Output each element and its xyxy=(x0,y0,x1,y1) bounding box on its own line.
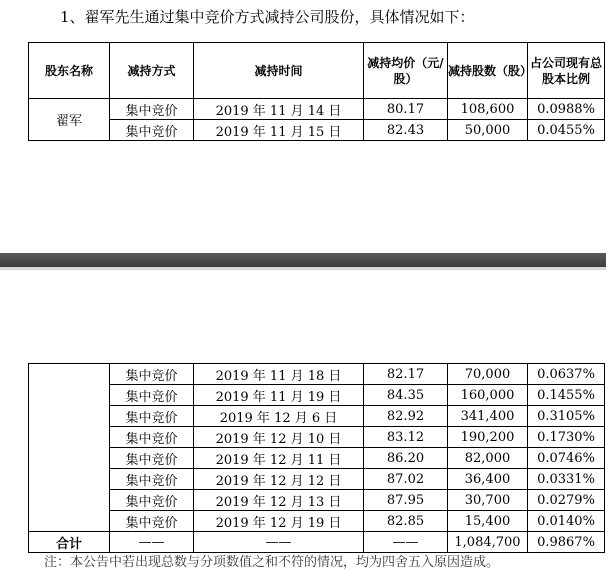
table-row xyxy=(29,448,605,469)
col-header-price: 减持均价（元/股） xyxy=(364,43,448,99)
shareholder-cell-continued xyxy=(29,364,110,532)
table-header-row xyxy=(29,43,605,99)
cell-shares: 190,200 xyxy=(448,427,528,448)
cell-price: 82.43 xyxy=(364,120,448,141)
section-heading: 1、翟军先生通过集中竞价方式减持公司股份，具体情况如下： xyxy=(60,8,475,26)
cell-price: 82.17 xyxy=(364,364,448,385)
cell-date: 2019 年 12 月 19 日 xyxy=(194,511,364,532)
total-ratio: 0.9867% xyxy=(528,532,605,553)
table-row xyxy=(29,511,605,532)
cell-shares: 70,000 xyxy=(448,364,528,385)
total-date: —— xyxy=(194,532,364,553)
cell-ratio: 0.1730% xyxy=(528,427,605,448)
cell-shares: 82,000 xyxy=(448,448,528,469)
cell-shares: 50,000 xyxy=(448,120,528,141)
cell-ratio: 0.0746% xyxy=(528,448,605,469)
cell-shares: 160,000 xyxy=(448,385,528,406)
cell-ratio: 0.0140% xyxy=(528,511,605,532)
cell-method: 集中竞价 xyxy=(110,427,194,448)
col-header-date: 减持时间 xyxy=(194,43,364,99)
reduction-table-page2 xyxy=(28,363,605,553)
cell-method: 集中竞价 xyxy=(110,490,194,511)
cell-shares: 341,400 xyxy=(448,406,528,427)
cell-ratio: 0.3105% xyxy=(528,406,605,427)
total-method: —— xyxy=(110,532,194,553)
page-break-shadow xyxy=(0,267,606,270)
col-header-shareholder: 股东名称 xyxy=(29,43,110,99)
cell-method: 集中竞价 xyxy=(110,385,194,406)
col-header-method: 减持方式 xyxy=(110,43,194,99)
cell-price: 82.85 xyxy=(364,511,448,532)
total-shares: 1,084,700 xyxy=(448,532,528,553)
table-row xyxy=(29,120,605,141)
cell-date: 2019 年 11 月 18 日 xyxy=(194,364,364,385)
col-header-ratio: 占公司现有总股本比例 xyxy=(528,43,605,99)
cell-ratio: 0.0331% xyxy=(528,469,605,490)
cell-method: 集中竞价 xyxy=(110,406,194,427)
table-row xyxy=(29,490,605,511)
table-row xyxy=(29,406,605,427)
page-break-bar xyxy=(0,253,606,267)
cell-price: 82.92 xyxy=(364,406,448,427)
cell-shares: 108,600 xyxy=(448,99,528,120)
cell-price: 80.17 xyxy=(364,99,448,120)
cell-date: 2019 年 12 月 10 日 xyxy=(194,427,364,448)
cell-ratio: 0.1455% xyxy=(528,385,605,406)
footnote-cut-off: 注：本公告中若出现总数与分项数值之和不符的情况，均为四舍五入原因造成。 xyxy=(44,555,500,570)
cell-ratio: 0.0455% xyxy=(528,120,605,141)
cell-price: 84.35 xyxy=(364,385,448,406)
cell-shares: 30,700 xyxy=(448,490,528,511)
cell-date: 2019 年 12 月 13 日 xyxy=(194,490,364,511)
cell-price: 87.95 xyxy=(364,490,448,511)
cell-method: 集中竞价 xyxy=(110,448,194,469)
cell-price: 83.12 xyxy=(364,427,448,448)
cell-method: 集中竞价 xyxy=(110,99,194,120)
cell-ratio: 0.0279% xyxy=(528,490,605,511)
reduction-table-page1 xyxy=(28,42,605,141)
table-row xyxy=(29,385,605,406)
cell-price: 86.20 xyxy=(364,448,448,469)
cell-shares: 36,400 xyxy=(448,469,528,490)
cell-date: 2019 年 12 月 6 日 xyxy=(194,406,364,427)
cell-ratio: 0.0988% xyxy=(528,99,605,120)
cell-ratio: 0.0637% xyxy=(528,364,605,385)
cell-method: 集中竞价 xyxy=(110,364,194,385)
cell-date: 2019 年 11 月 15 日 xyxy=(194,120,364,141)
col-header-shares: 减持股数（股） xyxy=(448,43,528,99)
table-row xyxy=(29,469,605,490)
total-row xyxy=(29,532,605,553)
shareholder-name: 翟军 xyxy=(29,99,110,141)
total-label: 合计 xyxy=(29,532,110,553)
cell-date: 2019 年 12 月 12 日 xyxy=(194,469,364,490)
cell-date: 2019 年 12 月 11 日 xyxy=(194,448,364,469)
cell-price: 87.02 xyxy=(364,469,448,490)
cell-method: 集中竞价 xyxy=(110,120,194,141)
cell-date: 2019 年 11 月 19 日 xyxy=(194,385,364,406)
table-row xyxy=(29,364,605,385)
table-row xyxy=(29,427,605,448)
cell-method: 集中竞价 xyxy=(110,511,194,532)
cell-shares: 15,400 xyxy=(448,511,528,532)
cell-date: 2019 年 11 月 14 日 xyxy=(194,99,364,120)
total-price: —— xyxy=(364,532,448,553)
table-row xyxy=(29,99,605,120)
cell-method: 集中竞价 xyxy=(110,469,194,490)
